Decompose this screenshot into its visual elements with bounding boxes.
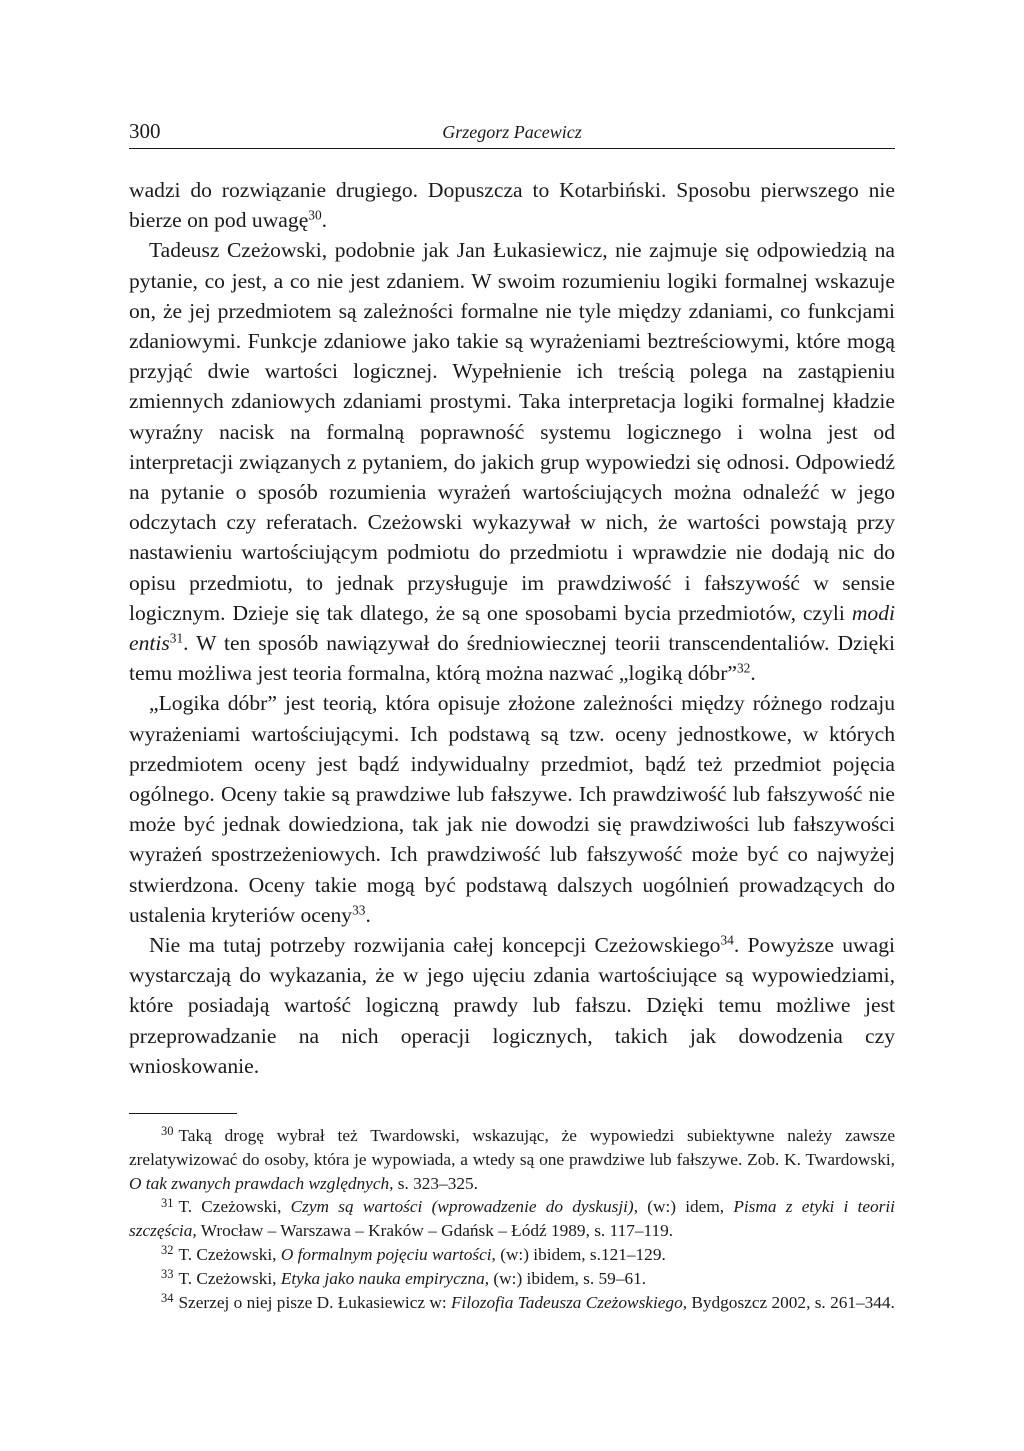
footnote-ref: 34	[720, 932, 734, 948]
footnote-divider	[129, 1113, 237, 1114]
footnote-number: 31	[161, 1195, 174, 1210]
footnotes	[129, 1124, 895, 1314]
footnote-number: 32	[161, 1243, 174, 1258]
footnote: $^{30}$ Taką drogę wybrał też Twardowski, wskazując, że wypowiedzi subiektywne należy zawsze zrelatywizować do osoby, która je wypowiada, a wtedy są one prawdziwe lub fałszywe. Zob. K. Twardowski, O tak zwanych prawdach względnych, s. 323–325.	[129, 1124, 895, 1193]
footnote: $^{34}$ Szerzej o niej pisze D. Łukasiewicz w: Filozofia Tadeusza Czeżowskiego, Bydgoszcz 2002, s. 261–344.	[161, 1290, 895, 1312]
paragraph: Nie ma tutaj potrzeby rozwijania całej koncepcji Czeżowskiego$^{34}$. Powyższe uwagi wystarczają do wykazania, że w jego ujęciu zdania wartościujące są wypowiedziami, które posiadają wartość logiczną prawdy lub fałszu. Dzięki temu możliwe jest przeprowadzanie na nich operacji logicznych, takich jak dowodzenia czy wnioskowanie.	[129, 932, 895, 1078]
footnote-number: 30	[161, 1124, 174, 1139]
main-text	[129, 175, 895, 1081]
footnote-number: 34	[161, 1290, 174, 1305]
footnote: $^{32}$ T. Czeżowski, O formalnym pojęciu wartości, (w:) ibidem, s.121–129.	[161, 1243, 666, 1264]
footnote-number: 33	[161, 1267, 174, 1282]
running-header	[129, 118, 895, 149]
footnote-ref: 30	[308, 207, 322, 223]
running-header-author: Grzegorz Pacewicz	[442, 122, 582, 142]
paragraph: wadzi do rozwiązanie drugiego. Dopuszcza to Kotarbiński. Sposobu pierwszego nie bierze on pod uwagę$^{30}$.	[129, 178, 895, 233]
italic-term: modi entis	[129, 600, 895, 656]
footnote-ref: 31	[169, 630, 184, 646]
paragraph: „Logika dóbr” jest teorią, która opisuje złożone zależności między różnego rodzaju wyrażeniami wartościującymi. Ich podstawą są tzw. oceny jednostkowe, w których przedmiotem oceny jest bądź indywidualny przedmiot, bądź też przedmiot pojęcia ogólnego. Oceny takie są prawdziwe lub fałszywe. Ich prawdziwość lub fałszywość nie może być jednak dowiedziona, tak jak nie dowodzi się prawdziwości lub fałszywości wyrażeń spostrzeżeniowych. Ich prawdziwość lub fałszywość może być co najwyżej stwierdzona. Oceny takie mogą być podstawą dalszych uogólnień prowadzących do ustalenia kryteriów oceny$^{33}$.	[129, 691, 895, 927]
footnote: $^{31}$ T. Czeżowski, Czym są wartości (wprowadzenie do dyskusji), (w:) idem, Pisma z etyki i teorii szczęścia, Wrocław – Warszawa – Kraków – Gdańsk – Łódź 1989, s. 117–119.	[129, 1195, 895, 1241]
footnote-ref: 32	[736, 660, 751, 676]
footnote-ref: 33	[352, 902, 366, 918]
page-number: 300	[129, 119, 161, 143]
footnote: $^{33}$ T. Czeżowski, Etyka jako nauka empiryczna, (w:) ibidem, s. 59–61.	[161, 1267, 647, 1288]
paragraph: Tadeusz Czeżowski, podobnie jak Jan Łukasiewicz, nie zajmuje się odpowiedzią na pytanie, co jest, a co nie jest zdaniem. W swoim rozumieniu logiki formalnej wskazuje on, że jej przedmiotem są zależności formalne nie tyle między zdaniami, co funkcjami zdaniowymi. Funkcje zdaniowe jako takie są wyrażeniami beztreściowymi, które mogą przyjąć dwie wartości logicznej. Wypełnienie ich treścią polega na zastąpieniu zmiennych zdaniowych zdaniami prostymi. Taka interpretacja logiki formalnej kładzie wyraźny nacisk na formalną poprawność systemu logicznego i wolna jest od interpretacji związanych z pytaniem, do jakich grup wypowiedzi się odnosi. Odpowiedź na pytanie o sposób rozumienia wyrażeń wartościujących można odnaleźć w jego odczytach czy referatach. Czeżowski wykazywał w nich, że wartości powstają przy nastawieniu wartościującym podmiotu do przedmiotu i wprawdzie nie dodają nic do opisu przedmiotu, to jednak przysługuje im prawdziwość i fałszywość w sensie logicznym. Dzieje się tak dlatego, że są one sposobami bycia przedmiotów, czyli modi entis$^{31}$. W ten sposób nawiązywał do średniowiecznej teorii transcendentaliów. Dzięki temu możliwa jest teoria formalna, którą można nazwać „logiką dóbr”$^{32}$.	[129, 238, 895, 686]
